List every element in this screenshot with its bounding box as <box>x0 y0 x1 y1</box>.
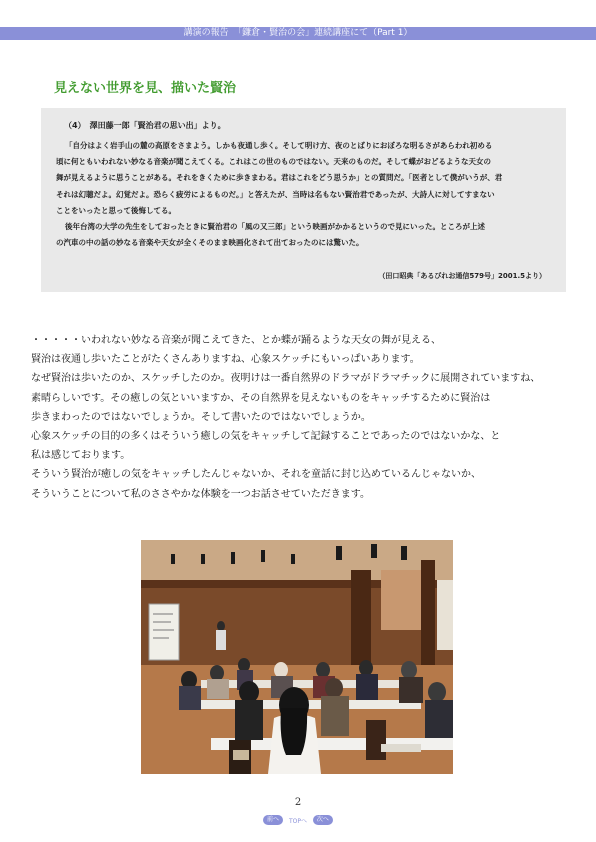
header-title: 講演の報告 「鎌倉・賢治の会」連続講座にて（Part 1） <box>183 28 413 38</box>
quote-body <box>56 138 548 251</box>
prev-page-button[interactable]: 前へ <box>263 815 283 825</box>
quote-line: の汽車の中の話の妙なる音楽や天女が全くそのまま映画化されて出ておったのには驚いた。 <box>56 238 364 248</box>
quote-line: それは幻聴だよ。幻覚だよ。恐らく疲労によるものだ。」と答えたが、当時は名もない賢治君であったが、大詩人に対してすまない <box>56 189 495 199</box>
body-line: ・・・・・いわれない妙なる音楽が聞こえてきた、とか蝶が踊るような天女の舞が見える、 <box>31 335 441 346</box>
page-number: 2 <box>294 797 302 808</box>
next-page-button[interactable]: 次へ <box>313 815 333 825</box>
quote-source: （田口昭典「あるびれお通信579号」2001.5より） <box>378 272 546 280</box>
section-title: 見えない世界を見、描いた賢治 <box>54 81 237 96</box>
body-text <box>31 331 581 504</box>
body-line: 私は感じております。 <box>31 450 131 462</box>
lecture-photo <box>141 540 453 774</box>
quote-line: ことをいったと思って後悔してる。 <box>56 205 176 215</box>
body-line: そういうことについて私のささやかな体験を一つお話させていただきます。 <box>31 488 370 500</box>
quote-heading: （4） 澤田藤一郎「賢治君の思い出」より。 <box>64 121 226 130</box>
body-line: 歩きまわったのではないでしょうか。そして書いたのではないでしょうか。 <box>31 411 371 423</box>
top-link[interactable]: TOPへ <box>288 817 307 825</box>
page-navigation <box>0 815 596 827</box>
body-line: 心象スケッチの目的の多くはそういう癒しの気をキャッチして記録することであったのではないかな、と <box>31 431 501 443</box>
body-line: そういう賢治が癒しの気をキャッチしたんじゃないか、それを童話に封じ込めているんじゃないか、 <box>31 469 481 481</box>
quote-line: 「自分はよく岩手山の麓の高原をさまよう。しかも夜通し歩く。そして明け方、夜のとばりにおぼろな明るさがあらわれ初める <box>65 141 493 150</box>
quote-line: 頃に何ともいわれない妙なる音楽が聞こえてくる。これはこの世のものではない。天来のものだ。そして蝶がおどるような天女の <box>56 157 491 167</box>
body-line: なぜ賢治は歩いたのか、スケッチしたのか。夜明けは一番自然界のドラマがドラマチックに展開されていますね、 <box>31 373 541 385</box>
body-line: 素晴らしいです。その癒しの気といいますか、その自然界を見えないものをキャッチするために賢治は <box>31 392 491 404</box>
quote-line: 舞が見えるように思うことがある。それをきくために歩きまわる。君はこれをどう思うか」との質問だ。「医者として僕がいうが、君 <box>56 173 503 183</box>
lecture-photo-illustration <box>141 540 453 774</box>
quote-line: 後年台湾の大学の先生をしておったときに賢治君の「風の又三郎」という映画がかかるというので見にいった。ところが上述 <box>65 222 485 232</box>
body-line: 賢治は夜通し歩いたことがたくさんありますね、心象スケッチにもいっぱいあります。 <box>31 354 420 366</box>
